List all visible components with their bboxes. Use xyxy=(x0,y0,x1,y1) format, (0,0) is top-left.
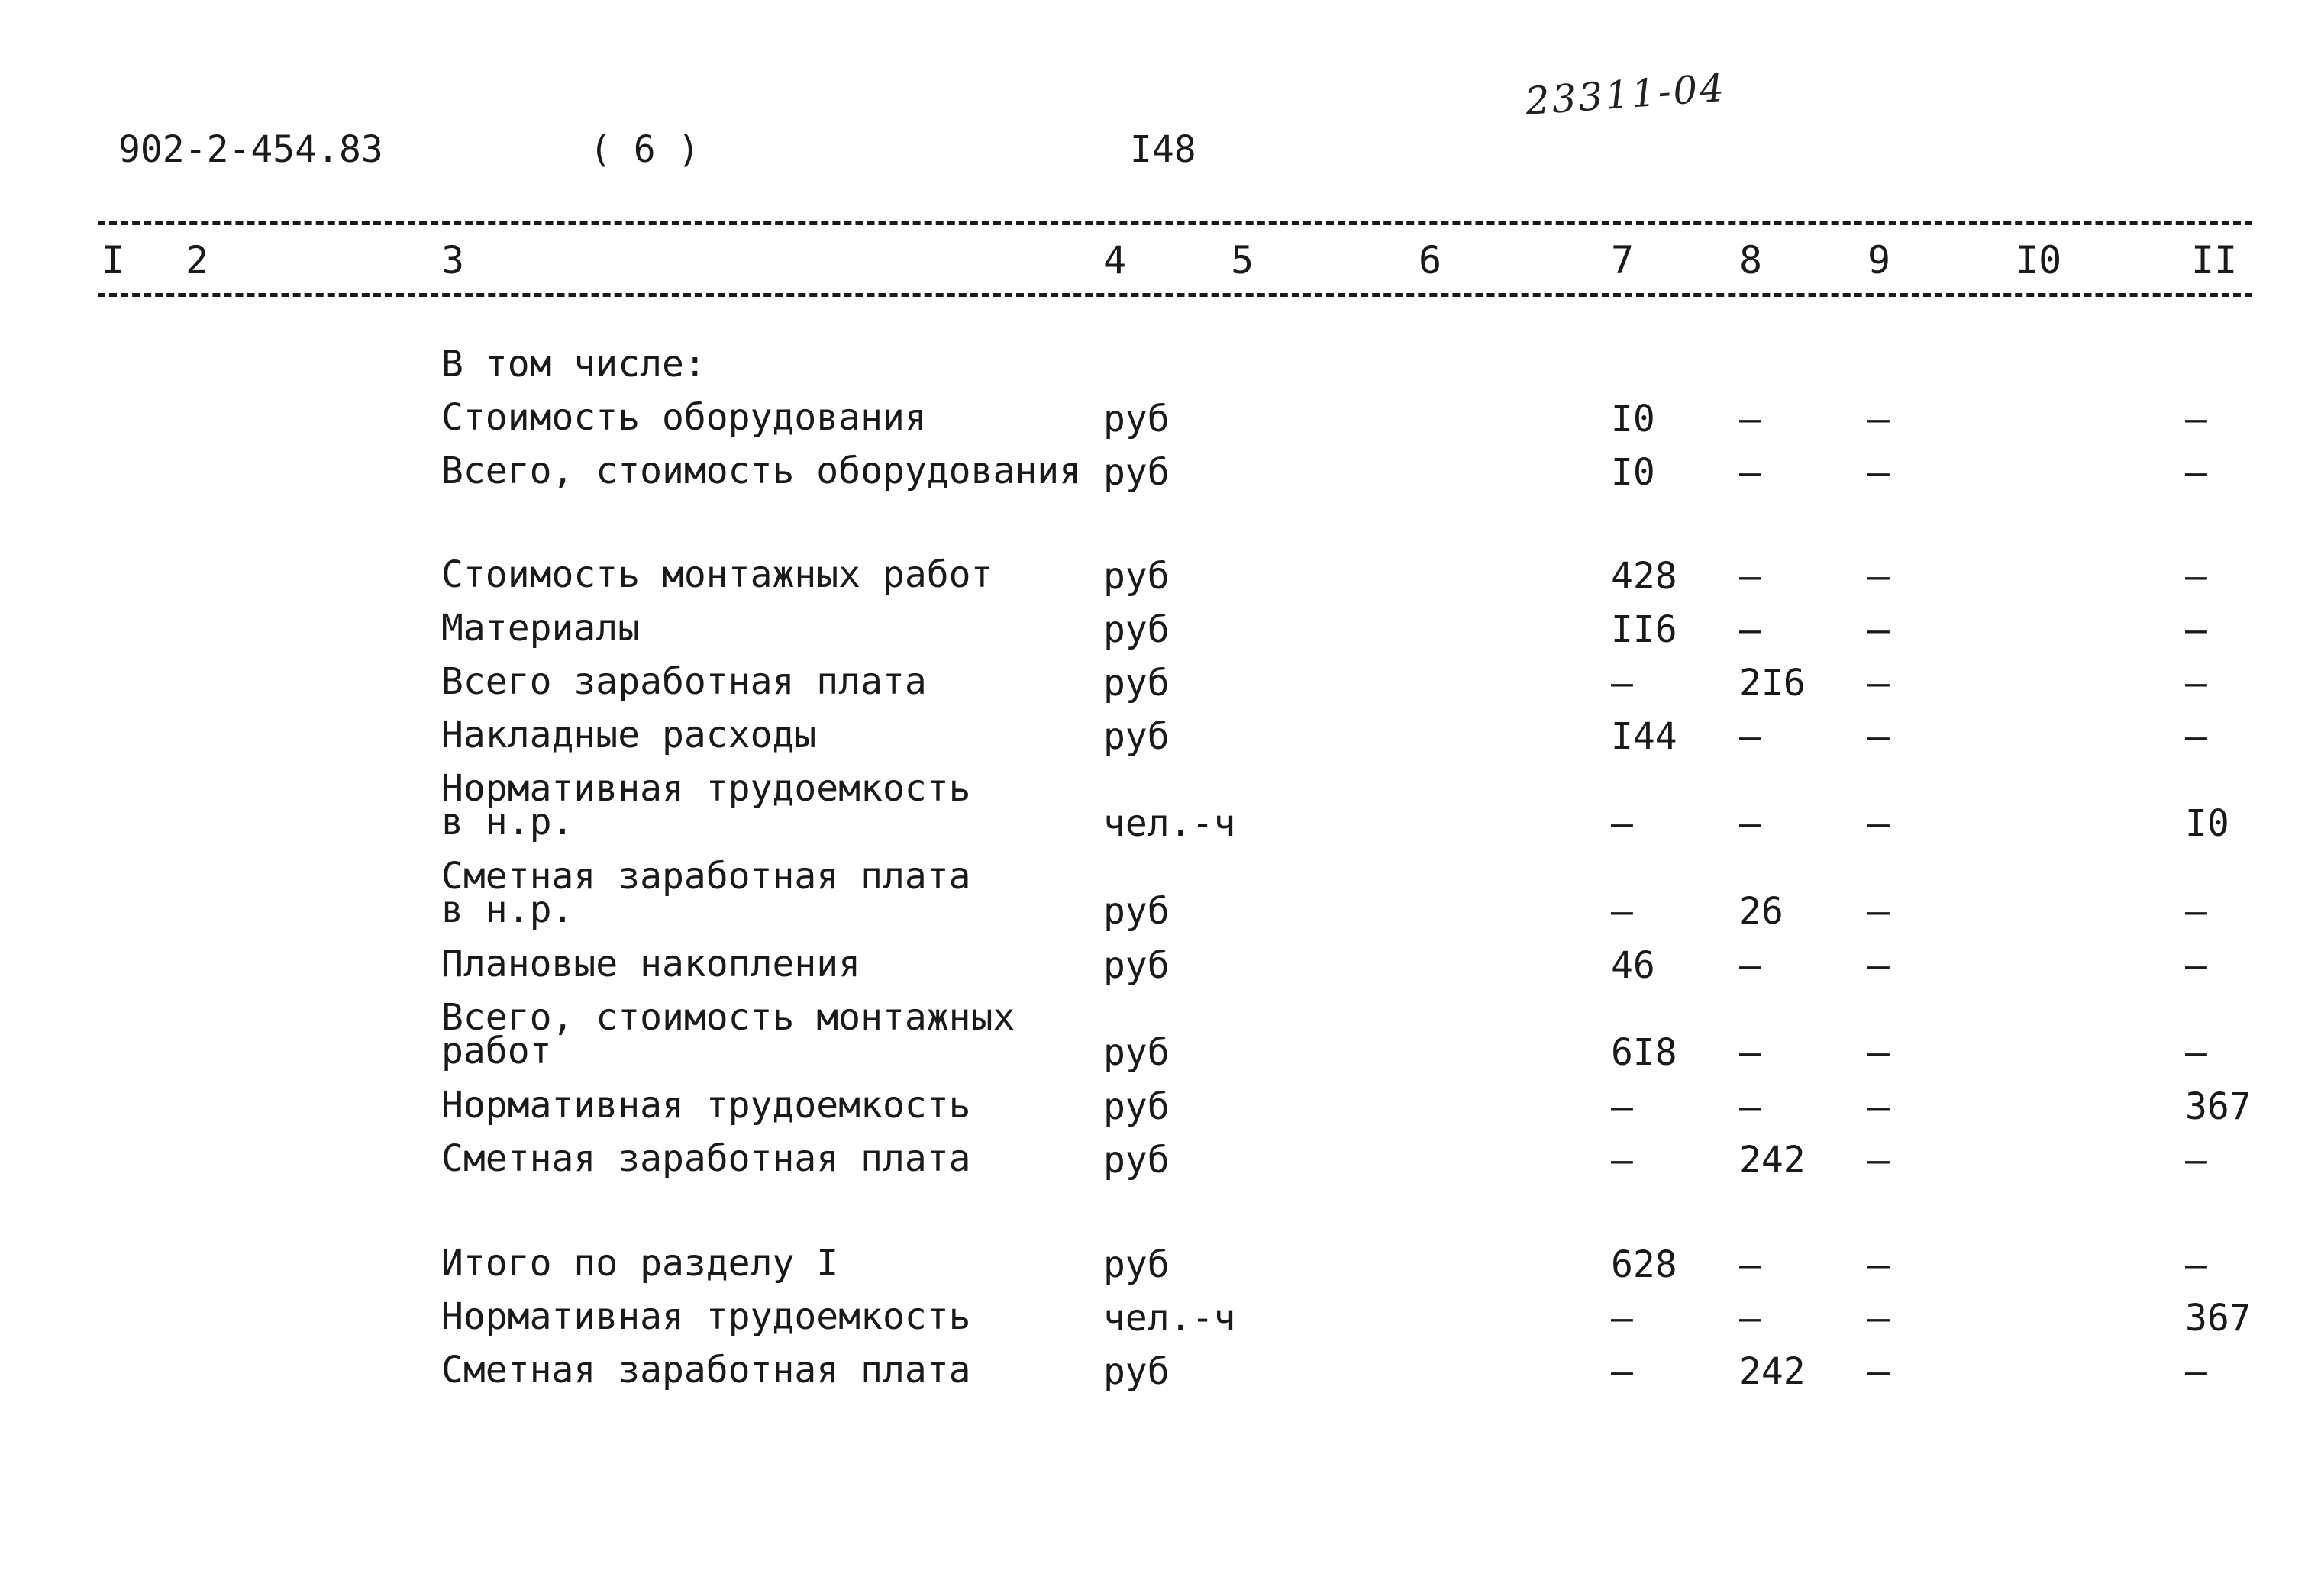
column-number: 6 xyxy=(1419,238,1442,282)
column-8-cell: – xyxy=(1739,451,1761,494)
column-11-cell: 367 xyxy=(2185,1085,2252,1128)
row-label: Итого по разделу I xyxy=(441,1242,839,1285)
column-11-cell: – xyxy=(2185,451,2207,494)
column-7-cell: – xyxy=(1611,662,1633,704)
column-9-cell: – xyxy=(1867,1297,1890,1340)
column-11-cell: 367 xyxy=(2185,1297,2252,1340)
column-7-cell: 428 xyxy=(1611,555,1677,598)
unit-cell: руб xyxy=(1103,1350,1170,1393)
row-label: Накладные расходы xyxy=(441,714,817,756)
column-number: I xyxy=(102,238,125,282)
column-8-cell: – xyxy=(1739,398,1761,440)
unit-cell: руб xyxy=(1103,1031,1170,1074)
column-7-cell: I44 xyxy=(1611,715,1677,758)
column-7-cell: I0 xyxy=(1611,451,1655,494)
column-number: II xyxy=(2191,238,2238,282)
unit-cell: руб xyxy=(1103,555,1170,598)
row-label: Нормативная трудоемкость xyxy=(441,1295,971,1338)
column-number: 2 xyxy=(186,238,209,282)
column-8-cell: 2I6 xyxy=(1739,662,1806,704)
column-9-cell: – xyxy=(1867,1031,1890,1074)
column-8-cell: – xyxy=(1739,1031,1761,1074)
column-11-cell: – xyxy=(2185,944,2207,987)
unit-cell: руб xyxy=(1103,1085,1170,1128)
column-8-cell: – xyxy=(1739,555,1761,598)
column-11-cell: – xyxy=(2185,1139,2207,1182)
column-7-cell: 628 xyxy=(1611,1243,1677,1286)
column-11-cell: – xyxy=(2185,1031,2207,1074)
row-label: Стоимость монтажных работ xyxy=(441,553,993,596)
column-11-cell: – xyxy=(2185,1350,2207,1393)
column-8-cell: 242 xyxy=(1739,1139,1806,1182)
column-7-cell: – xyxy=(1611,802,1633,845)
column-7-cell: II6 xyxy=(1611,608,1677,651)
row-label: В том числе: xyxy=(441,343,706,385)
row-label: Всего, стоимость оборудования xyxy=(441,450,1082,492)
column-9-cell: – xyxy=(1867,890,1890,933)
column-number: 4 xyxy=(1103,238,1127,282)
row-label: Сметная заработная плата в н.р. xyxy=(441,855,971,931)
unit-cell: чел.-ч xyxy=(1103,1297,1236,1340)
column-7-cell: – xyxy=(1611,1085,1633,1128)
column-11-cell: – xyxy=(2185,890,2207,933)
column-7-cell: – xyxy=(1611,1297,1633,1340)
column-9-cell: – xyxy=(1867,1243,1890,1286)
column-9-cell: – xyxy=(1867,1350,1890,1393)
column-7-cell: 46 xyxy=(1611,944,1655,987)
row-label: Стоимость оборудования xyxy=(441,396,927,439)
column-11-cell: – xyxy=(2185,555,2207,598)
row-label: Сметная заработная плата xyxy=(441,1349,971,1391)
unit-cell: руб xyxy=(1103,662,1170,704)
column-8-cell: 26 xyxy=(1739,890,1783,933)
row-label: Нормативная трудоемкость xyxy=(441,1084,971,1127)
column-11-cell: – xyxy=(2185,662,2207,704)
column-9-cell: – xyxy=(1867,398,1890,440)
row-label: Всего заработная плата xyxy=(441,660,927,703)
column-number: I0 xyxy=(2016,238,2062,282)
column-9-cell: – xyxy=(1867,715,1890,758)
column-8-cell: – xyxy=(1739,1297,1761,1340)
column-8-cell: – xyxy=(1739,802,1761,845)
column-9-cell: – xyxy=(1867,608,1890,651)
column-7-cell: 6I8 xyxy=(1611,1031,1677,1074)
unit-cell: руб xyxy=(1103,398,1170,440)
column-8-cell: – xyxy=(1739,715,1761,758)
column-9-cell: – xyxy=(1867,1085,1890,1128)
document-number: 902-2-454.83 xyxy=(118,128,383,171)
handwritten-note: 23311-04 xyxy=(1523,65,1728,124)
column-8-cell: – xyxy=(1739,944,1761,987)
column-9-cell: – xyxy=(1867,451,1890,494)
column-7-cell: I0 xyxy=(1611,398,1655,440)
section-number: ( 6 ) xyxy=(589,128,700,171)
column-11-cell: I0 xyxy=(2185,802,2229,845)
column-8-cell: 242 xyxy=(1739,1350,1806,1393)
column-9-cell: – xyxy=(1867,1139,1890,1182)
column-7-cell: – xyxy=(1611,1139,1633,1182)
column-9-cell: – xyxy=(1867,662,1890,704)
unit-cell: чел.-ч xyxy=(1103,802,1236,845)
row-label: Нормативная трудоемкость в н.р. xyxy=(441,767,971,843)
column-number: 7 xyxy=(1611,238,1635,282)
column-number: 9 xyxy=(1867,238,1891,282)
unit-cell: руб xyxy=(1103,944,1170,987)
unit-cell: руб xyxy=(1103,1243,1170,1286)
column-11-cell: – xyxy=(2185,398,2207,440)
row-label: Плановые накопления xyxy=(441,943,861,985)
unit-cell: руб xyxy=(1103,608,1170,651)
column-8-cell: – xyxy=(1739,1243,1761,1286)
unit-cell: руб xyxy=(1103,1139,1170,1182)
column-9-cell: – xyxy=(1867,944,1890,987)
unit-cell: руб xyxy=(1103,715,1170,758)
row-label: Всего, стоимость монтажных работ xyxy=(441,996,1015,1072)
column-11-cell: – xyxy=(2185,608,2207,651)
row-label: Материалы xyxy=(441,607,641,650)
unit-cell: руб xyxy=(1103,451,1170,494)
column-7-cell: – xyxy=(1611,1350,1633,1393)
column-9-cell: – xyxy=(1867,555,1890,598)
column-number: 3 xyxy=(441,238,465,282)
page-number: I48 xyxy=(1130,128,1196,171)
column-11-cell: – xyxy=(2185,715,2207,758)
column-11-cell: – xyxy=(2185,1243,2207,1286)
column-7-cell: – xyxy=(1611,890,1633,933)
column-number: 8 xyxy=(1739,238,1763,282)
column-8-cell: – xyxy=(1739,608,1761,651)
column-8-cell: – xyxy=(1739,1085,1761,1128)
row-label: Сметная заработная плата xyxy=(441,1137,971,1180)
unit-cell: руб xyxy=(1103,890,1170,933)
column-9-cell: – xyxy=(1867,802,1890,845)
column-number: 5 xyxy=(1231,238,1254,282)
